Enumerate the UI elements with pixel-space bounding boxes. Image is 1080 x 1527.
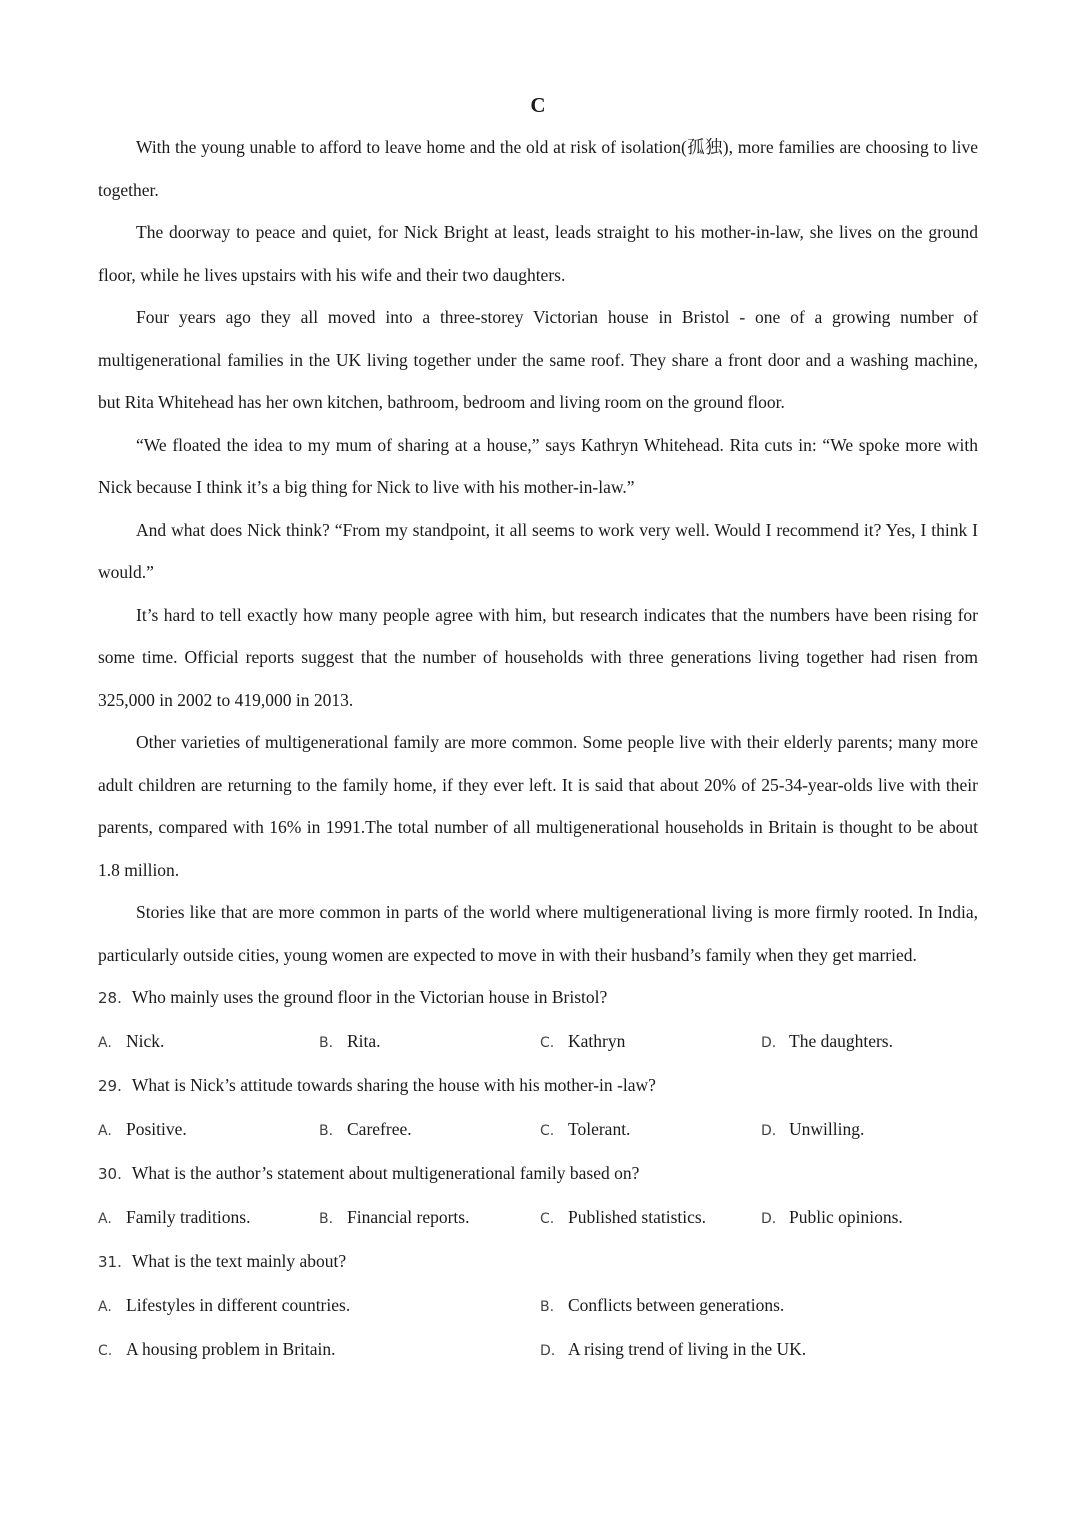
option-d[interactable] (540, 1328, 978, 1373)
question-text: What is the author’s statement about multigenerational family based on? (131, 1163, 640, 1183)
option-text: Lifestyles in different countries. (126, 1294, 351, 1315)
option-letter: A. (98, 1034, 112, 1051)
question-stem (98, 1240, 978, 1284)
question-text: Who mainly uses the ground floor in the Victorian house in Bristol? (131, 987, 608, 1007)
question-30 (98, 1152, 978, 1240)
option-d[interactable] (761, 1108, 978, 1153)
section-title: C (530, 93, 546, 117)
option-text: Conflicts between generations. (568, 1294, 785, 1315)
option-text: Carefree. (347, 1118, 412, 1139)
option-text: A rising trend of living in the UK. (568, 1339, 807, 1359)
option-text: A housing problem in Britain. (126, 1339, 336, 1359)
option-letter: B. (319, 1034, 334, 1051)
answer-options (98, 1196, 978, 1241)
question-number: 29. (98, 1077, 122, 1095)
option-a[interactable] (98, 1108, 319, 1153)
option-a[interactable] (98, 1020, 319, 1065)
option-text: Family traditions. (126, 1206, 251, 1227)
option-b[interactable] (319, 1020, 540, 1065)
reading-passage (98, 90, 978, 1373)
paragraph: And what does Nick think? “From my standpoint, it all seems to work very well. Would I recommend it? Yes, I think I would.” (98, 519, 978, 582)
option-letter: A. (98, 1210, 112, 1227)
option-letter: B. (540, 1298, 555, 1315)
question-stem (98, 976, 978, 1020)
option-text: The daughters. (789, 1030, 893, 1051)
question-stem (98, 1152, 978, 1196)
option-letter: C. (540, 1034, 555, 1051)
option-letter: A. (98, 1122, 112, 1139)
option-d[interactable] (761, 1196, 978, 1241)
option-text: Financial reports. (347, 1206, 470, 1227)
question-31 (98, 1240, 978, 1373)
question-number: 28. (98, 989, 122, 1007)
option-c[interactable] (540, 1108, 761, 1153)
option-c[interactable] (540, 1196, 761, 1241)
option-letter: D. (761, 1034, 777, 1051)
question-number: 31. (98, 1253, 122, 1271)
option-text: Kathryn (568, 1030, 626, 1051)
paragraph: “We floated the idea to my mum of sharing at a house,” says Kathryn Whitehead. Rita cuts in: “We spoke more with Nick because I think it’s a big thing for Nick to live with his mother-in-law.” (98, 434, 978, 497)
answer-options (98, 1108, 978, 1153)
option-b[interactable] (540, 1284, 978, 1329)
paragraph: Other varieties of multigenerational family are more common. Some people live with their elderly parents; many more adult children are returning to the family home, if they ever left. It is said that about 20% of 25-34-year-olds live with their parents, compared with 16% in 1991.The total number of all multigenerational households in Britain is thought to be about 1.8 million. (98, 732, 978, 880)
option-text: Published statistics. (568, 1206, 707, 1227)
option-text: Public opinions. (789, 1206, 903, 1227)
option-c[interactable] (98, 1328, 540, 1373)
paragraph: Stories like that are more common in parts of the world where multigenerational living is more firmly rooted. In India, particularly outside cities, young women are expected to move in with their husband’s family when they get married. (98, 902, 978, 965)
option-letter: A. (98, 1298, 112, 1315)
question-text: What is the text mainly about? (131, 1251, 347, 1271)
question-number: 30. (98, 1165, 122, 1183)
option-text: Positive. (126, 1118, 187, 1139)
option-letter: C. (98, 1343, 113, 1359)
option-letter: D. (540, 1343, 556, 1359)
question-text: What is Nick’s attitude towards sharing the house with his mother-in -law? (131, 1075, 656, 1095)
question-28 (98, 976, 978, 1064)
option-text: Nick. (126, 1030, 165, 1051)
question-stem (98, 1064, 978, 1108)
option-d[interactable] (761, 1020, 978, 1065)
option-text: Rita. (347, 1030, 381, 1051)
option-letter: D. (761, 1210, 777, 1227)
paragraph: The doorway to peace and quiet, for Nick Bright at least, leads straight to his mother-in-law, she lives on the ground floor, while he lives upstairs with his wife and their two daughters. (98, 222, 978, 285)
option-letter: B. (319, 1210, 334, 1227)
option-c[interactable] (540, 1020, 761, 1065)
option-letter: B. (319, 1122, 334, 1139)
option-b[interactable] (319, 1196, 540, 1241)
option-b[interactable] (319, 1108, 540, 1153)
option-letter: C. (540, 1210, 555, 1227)
paragraph: With the young unable to afford to leave home and the old at risk of isolation(孤独), more families are choosing to live together. (98, 137, 978, 200)
option-letter: D. (761, 1122, 777, 1139)
option-text: Tolerant. (568, 1118, 631, 1139)
answer-options (98, 1284, 978, 1373)
paragraph: It’s hard to tell exactly how many people agree with him, but research indicates that the numbers have been rising for some time. Official reports suggest that the number of households with three generations living together had risen from 325,000 in 2002 to 419,000 in 2013. (98, 604, 978, 710)
option-a[interactable] (98, 1196, 319, 1241)
answer-options (98, 1020, 978, 1065)
paragraph: Four years ago they all moved into a three-storey Victorian house in Bristol - one of a growing number of multigenerational families in the UK living together under the same roof. They share a front door and a washing machine, but Rita Whitehead has her own kitchen, bathroom, bedroom and living room on the ground floor. (98, 307, 978, 412)
option-a[interactable] (98, 1284, 540, 1329)
option-letter: C. (540, 1122, 555, 1139)
option-text: Unwilling. (789, 1118, 865, 1139)
question-29 (98, 1064, 978, 1152)
